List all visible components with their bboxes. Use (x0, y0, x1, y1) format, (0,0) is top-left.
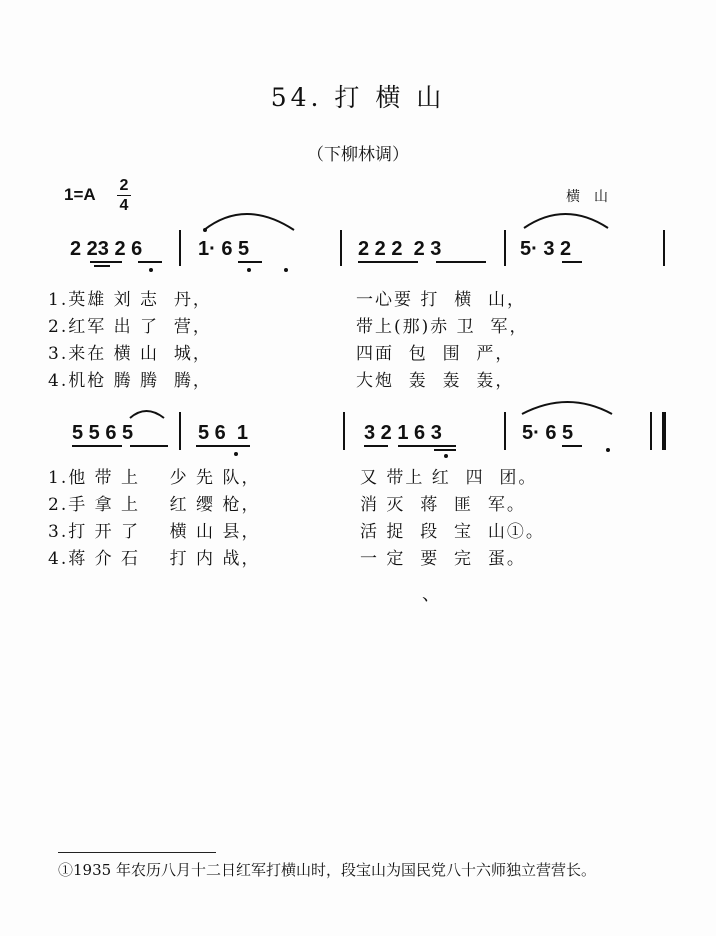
slur (522, 402, 612, 414)
lyric-1-1-right: 一心要 打 横 山， (356, 290, 527, 310)
octave-dot (284, 268, 288, 272)
octave-dot (234, 452, 238, 456)
octave-dot (149, 268, 153, 272)
subtitle: （下柳林调） (307, 145, 409, 165)
octave-dot (606, 448, 610, 452)
slur (524, 214, 608, 228)
lyric-2-3-left: 3.打 开 了 横 山 县， (48, 522, 261, 542)
stray-mark: 、 (422, 584, 440, 605)
lyric-1-2-left: 2.红军 出 了 营， (48, 317, 212, 337)
slur (204, 214, 294, 230)
lyric-1-4-left: 4.机枪 腾 腾 腾， (48, 371, 212, 391)
measure-2-1: 5 5 6 5 (72, 422, 134, 444)
region-label: 横山 (566, 189, 622, 205)
lyric-2-4-right: 一 定 要 完 蛋。 (360, 549, 526, 569)
measure-2-4: 5· 6 5 (522, 422, 574, 444)
lyric-2-3-right: 活 捉 段 宝 山①。 (360, 522, 545, 542)
lyric-1-3-right: 四面 包 围 严， (356, 344, 515, 364)
lyric-2-1-left: 1.他 带 上 少 先 队， (48, 468, 261, 488)
lyric-1-4-right: 大炮 轰 轰 轰， (356, 371, 515, 391)
measure-2-2: 5 6 1 (198, 422, 249, 444)
lyric-1-1-left: 1.英雄 刘 志 丹， (48, 290, 212, 310)
lyric-2-2-left: 2.手 拿 上 红 缨 枪， (48, 495, 261, 515)
lyric-1-2-right: 带上(那)赤 卫 军， (356, 317, 529, 337)
measure-1-4: 5· 3 2 (520, 238, 572, 260)
measure-1-3: 2 2 2 2 3 (358, 238, 442, 260)
octave-dot (203, 228, 207, 232)
slur (130, 411, 164, 418)
time-upper: 2 (119, 177, 129, 194)
lyric-2-1-right: 又 带上 红 四 团。 (360, 468, 538, 488)
octave-dot (444, 454, 448, 458)
lyric-1-3-left: 3.来在 横 山 城， (48, 344, 212, 364)
measure-1-2: 1· 6 5 (198, 238, 250, 260)
octave-dot (247, 268, 251, 272)
time-lower: 4 (119, 197, 129, 214)
lyric-2-2-right: 消 灭 蒋 匪 军。 (360, 495, 526, 515)
key-signature: 1=A (64, 185, 96, 204)
footnote: ①1935 年农历八月十二日红军打横山时，段宝山为国民党八十六师独立营营长。 (58, 861, 596, 879)
measure-2-3: 3 2 1 6 3 (364, 422, 442, 444)
lyric-2-4-left: 4.蒋 介 石 打 内 战， (48, 549, 261, 569)
page-title: 54. 打 横 山 (270, 83, 446, 112)
measure-1-1: 2 23 2 6 (70, 238, 143, 260)
footnote-rule (58, 852, 216, 853)
